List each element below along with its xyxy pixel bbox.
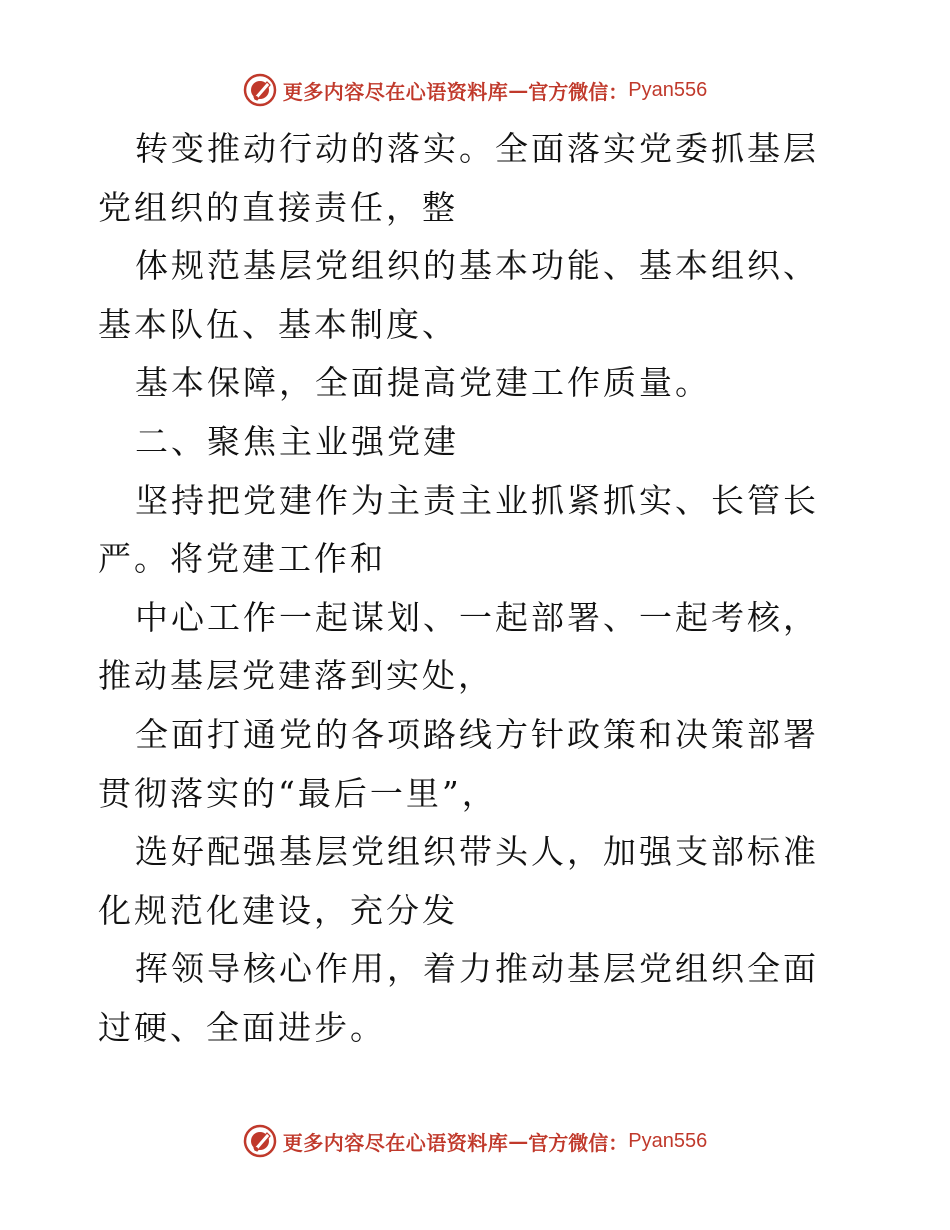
banner-main-text: 更多内容尽在心语资料库 xyxy=(282,1130,509,1155)
document-body xyxy=(98,120,853,1058)
paragraph: 转变推动行动的落实。全面落实党委抓基层党组织的直接责任，整 xyxy=(98,129,819,227)
paragraph: 全面打通党的各项路线方针政策和决策部署贯彻落实的“最后一里”， xyxy=(98,714,819,813)
brand-logo-icon xyxy=(243,1124,277,1158)
banner-wechat-label: 官方微信： xyxy=(528,79,629,104)
header-banner xyxy=(0,70,950,110)
paragraph: 挥领导核心作用，着力推动基层党组织全面过硬、全面进步。 xyxy=(98,949,819,1047)
paragraph: 选好配强基层党组织带头人，加强支部标准化规范化建设，充分发 xyxy=(98,832,819,930)
banner-wechat-label: 官方微信： xyxy=(528,1130,629,1155)
paragraph: 中心工作一起谋划、一起部署、一起考核，推动基层党建落到实处， xyxy=(98,597,819,696)
brand-logo-icon xyxy=(243,73,277,107)
paragraph: 体规范基层党组织的基本功能、基本组织、基本队伍、基本制度、 xyxy=(98,246,819,344)
paragraph: 基本保障，全面提高党建工作质量。 xyxy=(135,363,711,403)
banner-separator: — xyxy=(508,78,529,102)
footer-banner xyxy=(0,1121,950,1161)
banner-wechat-id: Pyan556 xyxy=(628,1129,708,1152)
paragraph: 坚持把党建作为主责主业抓紧抓实、长管长严。将党建工作和 xyxy=(98,480,819,579)
banner-main-text: 更多内容尽在心语资料库 xyxy=(282,79,509,104)
banner-separator: — xyxy=(508,1129,529,1153)
banner-wechat-id: Pyan556 xyxy=(628,78,708,101)
section-heading: 二、聚焦主业强党建 xyxy=(135,421,459,461)
